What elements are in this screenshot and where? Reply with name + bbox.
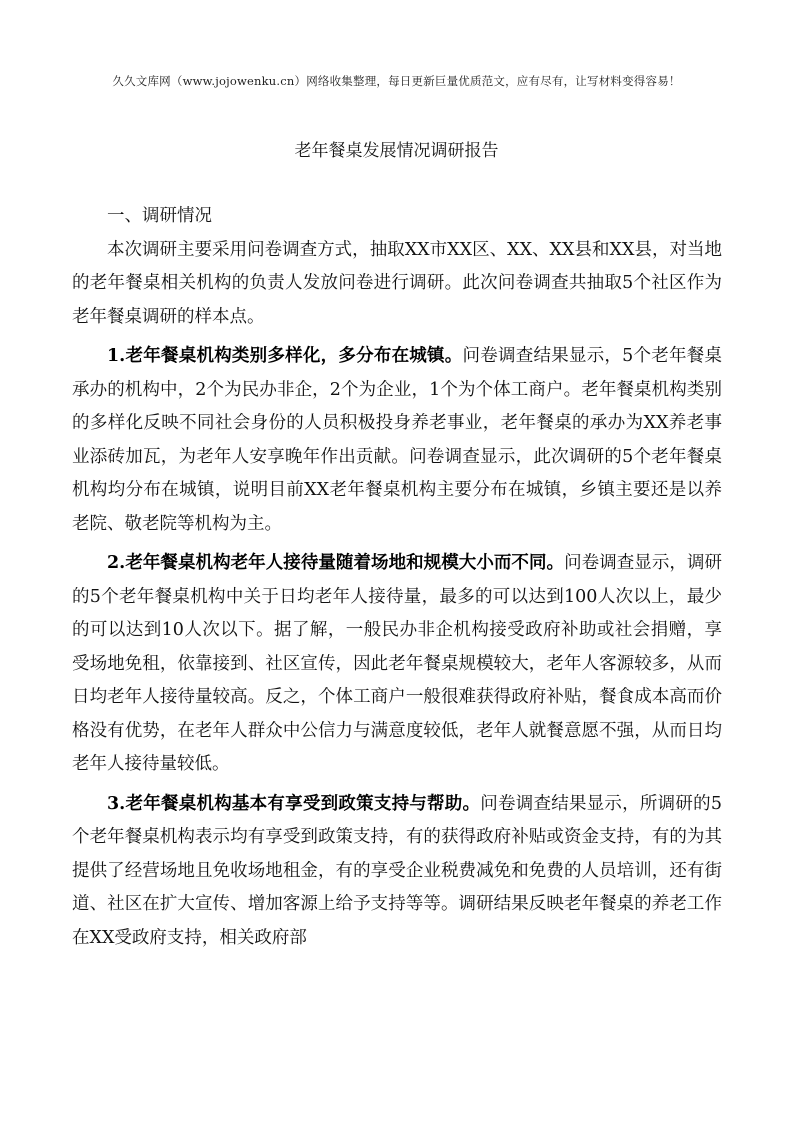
header-banner: 久久文库网（www.jojowenku.cn）网络收集整理，每日更新巨量优质范文，应有尽有，让写材料变得容易！ xyxy=(112,74,681,88)
document-body xyxy=(72,200,722,955)
finding-body-3: 问卷调查结果显示，所调研的5个老年餐桌机构表示均有享受到政策支持，有的获得政府补贴或资金支持，有的为其提供了经营场地且免收场地租金，有的享受企业税费减免和免费的人员培训，还有街道、社区在扩大宣传、增加客源上给予支持等等。调研结果反映老年餐桌的养老工作在XX受政府支持，相关政府部 xyxy=(72,793,722,948)
section-heading: 一、调研情况 xyxy=(107,206,212,226)
finding-body-1: 问卷调查结果显示，5个老年餐桌承办的机构中，2个为民办非企，2个为企业，1个为个体工商户。老年餐桌机构类别的多样化反映不同社会身份的人员积极投身养老事业，老年餐桌的承办为XX养老事业添砖加瓦，为老年人安享晚年作出贡献。问卷调查显示，此次调研的5个老年餐桌机构均分布在城镇，说明目前XX老年餐桌机构主要分布在城镇，乡镇主要还是以养老院、敬老院等机构为主。 xyxy=(72,346,722,534)
document-title: 老年餐桌发展情况调研报告 xyxy=(294,141,499,161)
finding-heading-3: 3.老年餐桌机构基本有享受到政策支持与帮助。 xyxy=(107,793,481,814)
finding-paragraph-3 xyxy=(72,788,722,956)
finding-heading-2: 2.老年餐桌机构老年人接待量随着场地和规模大小而不同。 xyxy=(107,553,565,573)
finding-heading-1: 1.老年餐桌机构类别多样化，多分布在城镇。 xyxy=(107,346,463,366)
finding-paragraph-1 xyxy=(72,340,722,541)
finding-paragraph-2 xyxy=(72,547,722,782)
intro-paragraph: 本次调研主要采用问卷调查方式，抽取XX市XX区、XX、XX县和XX县，对当地的老年餐桌相关机构的负责人发放问卷进行调研。此次问卷调查共抽取5个社区作为老年餐桌调研的样本点。 xyxy=(72,239,722,327)
finding-body-2: 问卷调查显示，调研的5个老年餐桌机构中关于日均老年人接待量，最多的可以达到100人次以上，最少的可以达到10人次以下。据了解，一般民办非企机构接受政府补助或社会捐赠，享受场地免租，依靠接到、社区宣传，因此老年餐桌规模较大，老年人客源较多，从而日均老年人接待量较高。反之，个体工商户一般很难获得政府补贴，餐食成本高而价格没有优势，在老年人群众中公信力与满意度较低，老年人就餐意愿不强，从而日均老年人接待量较低。 xyxy=(72,553,722,774)
